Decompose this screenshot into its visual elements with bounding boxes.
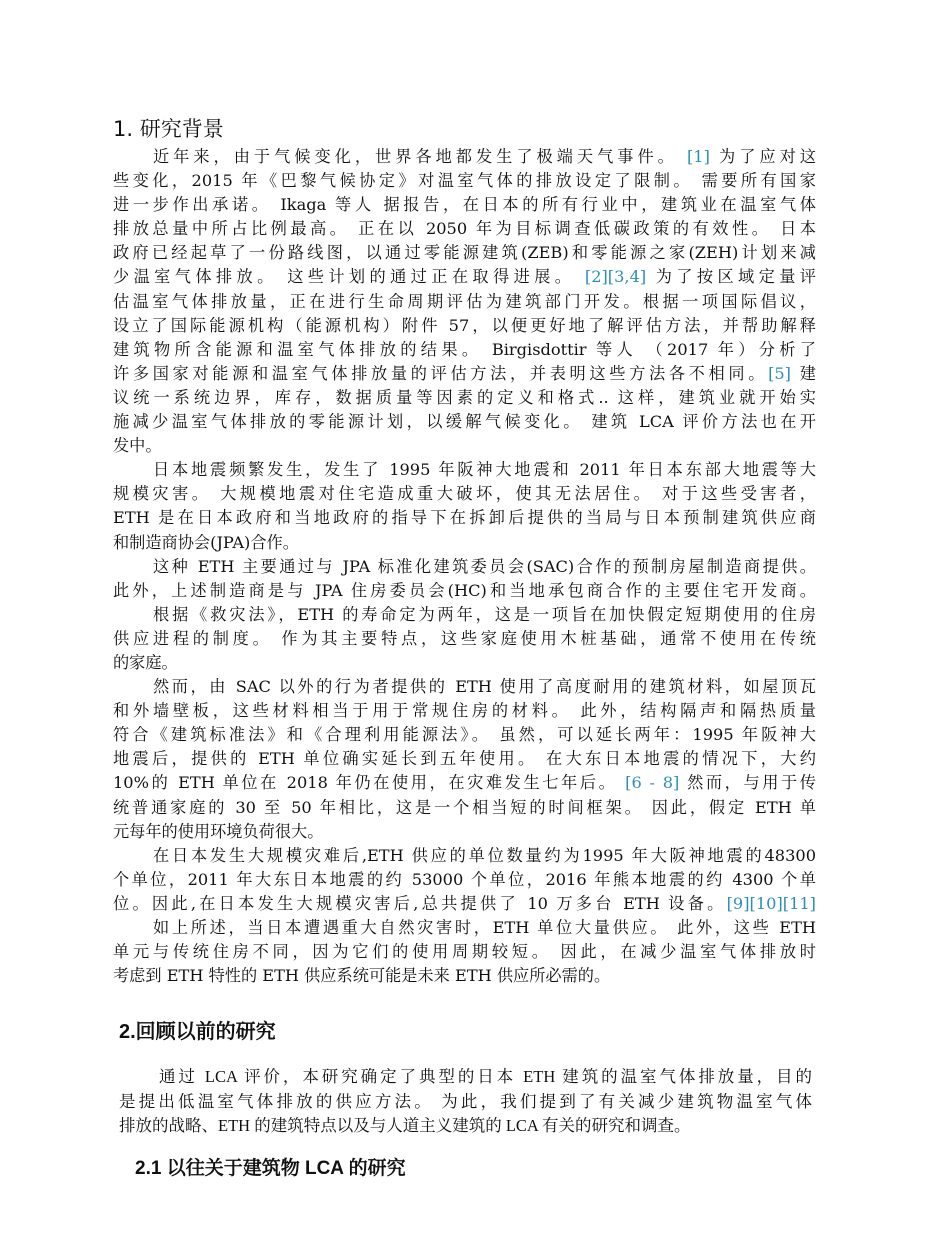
text-line [113,723,816,747]
text-line [113,482,816,506]
text-run: 些变化，2015 年《巴黎气候协定》对温室气体的排放设定了限制。 需要所有国家 [113,171,816,191]
text-line [119,1114,812,1139]
citation-link[interactable]: [6 - 8] [625,773,680,793]
section-heading-research-background: 1. 研究背景 [113,117,224,141]
text-line [119,1065,812,1090]
text-run: 排放的战略、ETH 的建筑特点以及与人道主义建筑的 LCA 有关的研究和调查。 [119,1116,691,1135]
text-line [113,338,816,362]
text-run: 为了按区域定量评 [646,267,816,287]
citation-link[interactable]: [2][3,4] [584,267,647,287]
text-line [113,675,816,699]
text-run: 政府已经起草了一份路线图，以通过零能源建筑(ZEB)和零能源之家(ZEH)计划来减 [113,243,816,263]
text-line [113,844,816,868]
text-run: 然而，与用于传 [679,773,816,793]
text-line [113,651,816,675]
text-run: 根据《救灾法》，ETH 的寿命定为两年，这是一项旨在加快假定短期使用的住房 [153,604,816,624]
text-run: 是提出低温室气体排放的供应方法。 为此，我们提到了有关减少建筑物温室气体 [119,1091,812,1111]
text-run: 施减少温室气体排放的零能源计划，以缓解气候变化。 建筑 LCA 评价方法也在开 [113,412,816,432]
text-run: 估温室气体排放量，正在进行生命周期评估为建筑部门开发。根据一项国际倡议， [113,291,816,311]
text-run: 个单位，2011 年大东日本地震的约 53000 个单位，2016 年熊本地震的约 4300 个单 [113,869,816,889]
text-run: 元每年的使用环境负荷很大。 [113,821,324,841]
text-run: 此外，上述制造商是与 JPA 住房委员会(HC)和当地承包商合作的主要住宅开发商。 [113,580,816,600]
text-run: 议统一系统边界，库存，数据质量等因素的定义和格式.. 这样，建筑业就开始实 [113,387,816,407]
text-run: 在日本发生大规模灾难后,ETH 供应的单位数量约为1995 年大阪神地震的48300 [153,845,816,865]
text-line [113,627,816,651]
text-line [113,386,816,410]
text-line [113,555,816,579]
text-line [113,290,816,314]
text-run: 如上所述，当日本遭遇重大自然灾害时，ETH 单位大量供应。 此外，这些 ETH [153,918,816,937]
text-line [113,579,816,603]
text-line [113,241,816,265]
text-line [119,1090,812,1115]
text-run: 这种 ETH 主要通过与 JPA 标准化建筑委员会(SAC)合作的预制房屋制造商提供。 [153,556,816,576]
text-line [113,410,816,434]
text-line [113,603,816,627]
text-run: 日本地震频繁发生，发生了 1995 年阪神大地震和 2011 年日本东部大地震等大 [153,460,816,480]
text-line [113,531,816,555]
text-run: 和制造商协会(JPA)合作。 [113,532,299,552]
subsection-heading-building-lca: 2.1 以往关于建筑物 LCA 的研究 [135,1158,406,1179]
text-line [113,362,816,386]
text-run: 供应进程的制度。 作为其主要特点，这些家庭使用木桩基础，通常不使用在传统 [113,628,816,648]
text-run: 规模灾害。 大规模地震对住宅造成重大破坏，使其无法居住。 对于这些受害者， [113,484,816,504]
text-run: 位。因此,在日本发生大规模灾害后,总共提供了 10 万多台 ETH 设备。 [113,893,727,913]
citation-link[interactable]: [5] [768,363,791,383]
section2-body [119,1065,812,1139]
text-line [113,506,816,530]
text-run: 建 [791,363,816,383]
text-run: 的家庭。 [113,652,178,672]
text-run: 考虑到 ETH 特性的 ETH 供应系统可能是未来 ETH 供应所必需的。 [113,966,611,986]
text-run: 10%的 ETH 单位在 2018 年仍在使用，在灾难发生七年后。 [113,773,626,793]
text-run: 通过 LCA 评价，本研究确定了典型的日本 ETH 建筑的温室气体排放量，目的 [159,1067,812,1086]
text-run: ETH 是在日本政府和当地政府的指导下在拆卸后提供的当局与日本预制建筑供应商 [113,508,816,528]
text-run: 设立了国际能源机构（能源机构）附件 57，以便更好地了解评估方法，并帮助解释 [113,315,816,335]
text-run: 统普通家庭的 30 至 50 年相比，这是一个相当短的时间框架。 因此，假定 ETH 单 [113,797,816,817]
text-run: 排放总量中所占比例最高。 正在以 2050 年为目标调查低碳政策的有效性。 日本 [113,219,816,239]
text-line [113,169,816,193]
text-line [113,699,816,723]
text-line [113,747,816,771]
text-run: 和外墙壁板，这些材料相当于用于常规住房的材料。 此外，结构隔声和隔热质量 [113,701,816,721]
text-line [113,916,816,940]
text-line [113,940,816,964]
text-line [113,145,816,169]
text-line [113,771,816,795]
text-run: 许多国家对能源和温室气体排放量的评估方法，并表明这些方法各不相同。 [113,363,769,383]
text-line [113,820,816,844]
text-line [113,217,816,241]
text-line [113,892,816,916]
text-line [113,796,816,820]
text-line [113,868,816,892]
text-run: 为了应对这 [709,147,816,166]
section1-body [113,145,816,988]
text-run: 进一步作出承诺。 Ikaga 等人 据报告，在日本的所有行业中，建筑业在温室气体 [113,195,816,215]
section-heading-previous-research: 2.回顾以前的研究 [119,1021,276,1043]
text-run: 单元与传统住房不同，因为它们的使用周期较短。 因此，在减少温室气体排放时 [113,942,816,962]
text-line [113,193,816,217]
text-line [113,434,816,458]
text-run: 符合《建筑标准法》和《合理利用能源法》。 虽然，可以延长两年：1995 年阪神大 [113,725,816,745]
text-line [113,964,816,988]
text-run: 地震后，提供的 ETH 单位确实延长到五年使用。 在大东日本地震的情况下，大约 [113,749,816,769]
text-run: 发中。 [113,436,162,456]
text-line [113,314,816,338]
text-line [113,458,816,482]
citation-link[interactable]: [1] [686,147,710,166]
text-run: 然而，由 SAC 以外的行为者提供的 ETH 使用了高度耐用的建筑材料，如屋顶瓦 [153,677,816,697]
text-run: 近年来，由于气候变化，世界各地都发生了极端天气事件。 [153,147,687,166]
text-line [113,265,816,289]
text-run: 建筑物所含能源和温室气体排放的结果。 Birgisdottir 等人 （2017 年）分析了 [113,339,816,359]
text-run: 少温室气体排放。 这些计划的通过正在取得进展。 [113,267,585,287]
citation-link[interactable]: [9][10][11] [726,893,816,913]
